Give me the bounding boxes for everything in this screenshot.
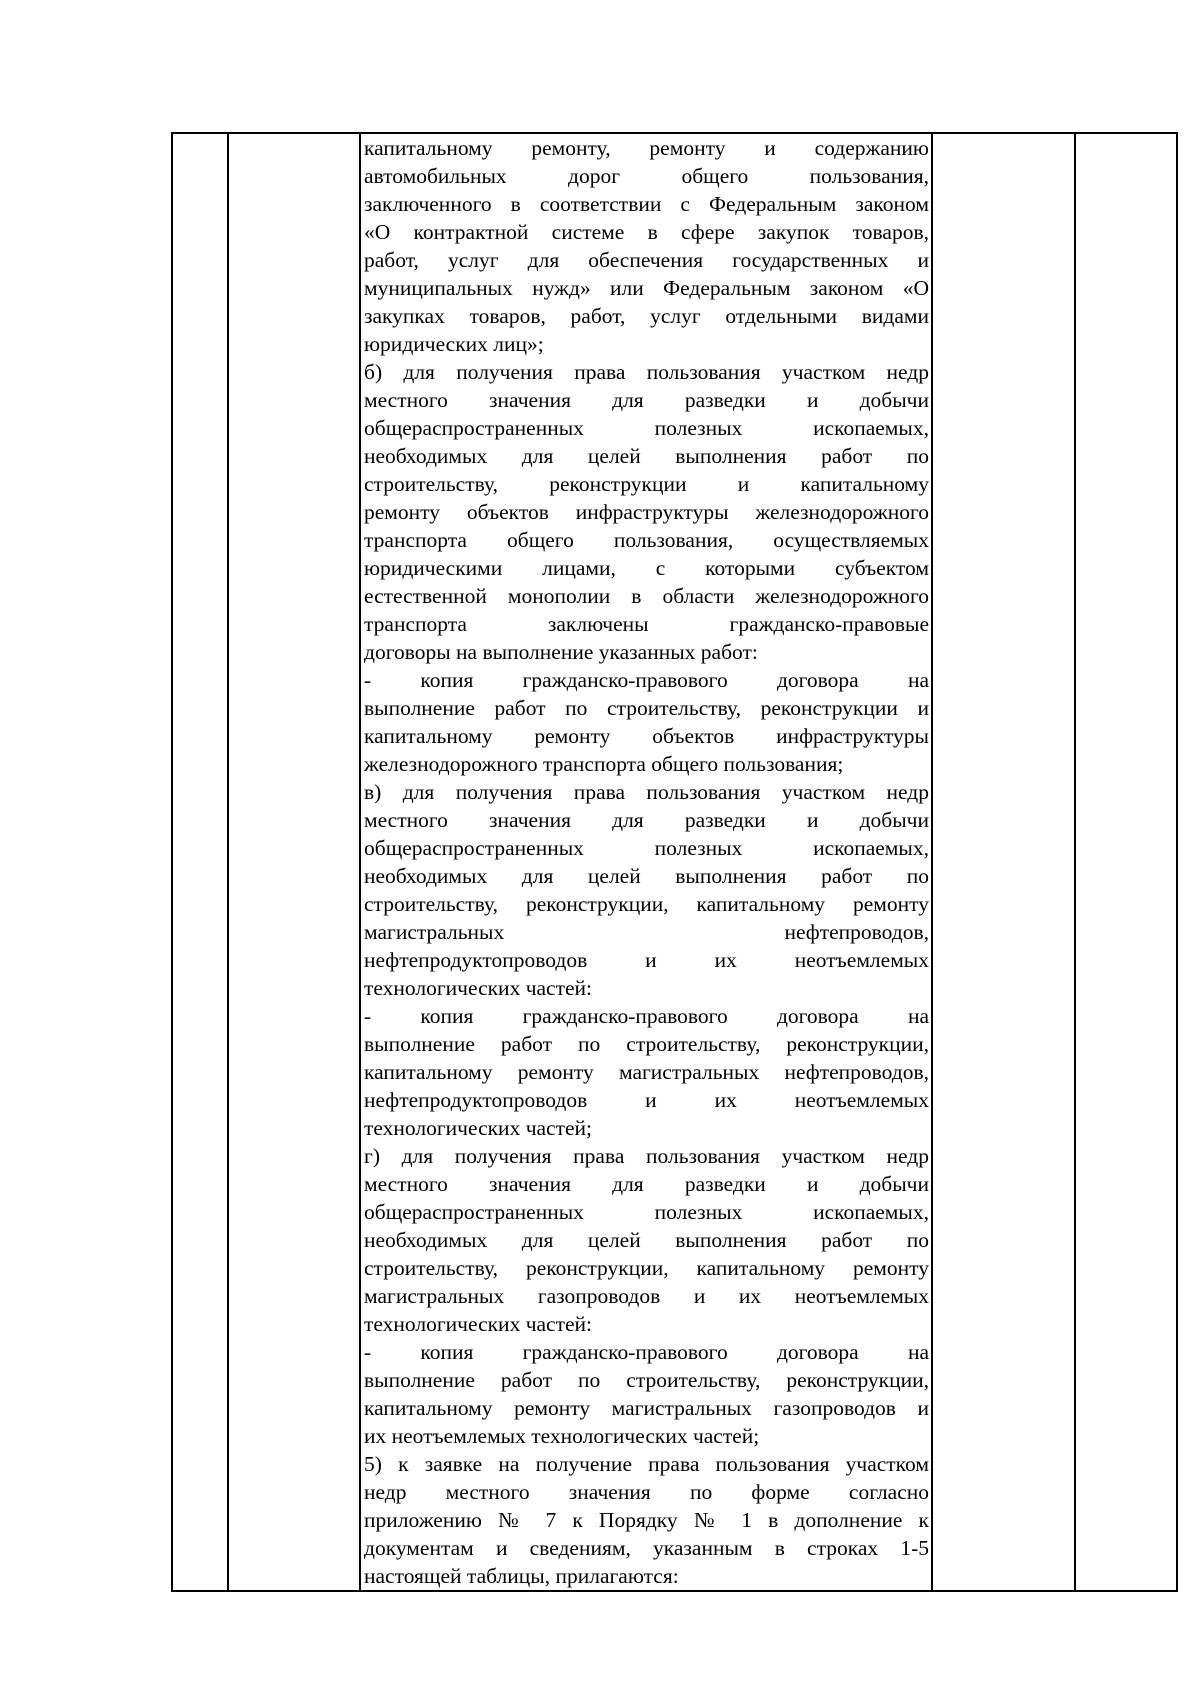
text-line: общераспространенных полезных ископаемых, — [364, 836, 929, 860]
text-line: капитальному ремонту, ремонту и содержанию — [364, 136, 929, 160]
text-line: строительству, реконструкции, капитальному ремонту — [364, 892, 929, 916]
text-line: б) для получения права пользования участком недр — [364, 360, 929, 384]
text-line: технологических частей: — [364, 976, 593, 1000]
text-line: недр местного значения по форме согласно — [364, 1480, 929, 1504]
text-line: капитальному ремонту магистральных газопроводов и — [364, 1396, 929, 1420]
text-line: настоящей таблицы, прилагаются: — [364, 1564, 679, 1588]
text-line: нефтепродуктопроводов и их неотъемлемых — [364, 948, 929, 972]
cell-column-5 — [1075, 133, 1177, 1591]
text-line: местного значения для разведки и добычи — [364, 808, 929, 832]
cell-name — [228, 133, 360, 1591]
text-line: железнодорожного транспорта общего пользования; — [364, 752, 844, 776]
text-line: закупках товаров, работ, услуг отдельными видами — [364, 304, 929, 328]
text-line: заключенного в соответствии с Федеральным законом — [364, 192, 929, 216]
text-line: выполнение работ по строительству, реконструкции, — [364, 1368, 929, 1392]
text-line: нефтепродуктопроводов и их неотъемлемых — [364, 1088, 929, 1112]
text-line: магистральных нефтепроводов, — [364, 920, 929, 944]
text-line: работ, услуг для обеспечения государственных и — [364, 248, 929, 272]
text-line: юридических лиц»; — [364, 332, 544, 356]
text-line: технологических частей; — [364, 1116, 593, 1140]
text-line: естественной монополии в области железнодорожного — [364, 584, 929, 608]
text-line: ремонту объектов инфраструктуры железнодорожного — [364, 500, 929, 524]
text-line: магистральных газопроводов и их неотъемлемых — [364, 1284, 929, 1308]
text-line: транспорта заключены гражданско-правовые — [364, 612, 929, 636]
text-line: - копия гражданско-правового договора на — [364, 1004, 929, 1028]
text-line: в) для получения права пользования участком недр — [364, 780, 929, 804]
text-line: «О контрактной системе в сфере закупок товаров, — [364, 220, 929, 244]
text-line: технологических частей: — [364, 1312, 593, 1336]
text-line: капитальному ремонту магистральных нефтепроводов, — [364, 1060, 929, 1084]
text-line: договоры на выполнение указанных работ: — [364, 640, 758, 664]
requirements-text-lines — [364, 134, 929, 1590]
document-table — [171, 132, 1178, 1592]
text-line: - копия гражданско-правового договора на — [364, 668, 929, 692]
cell-number — [172, 133, 228, 1591]
text-line: выполнение работ по строительству, реконструкции и — [364, 696, 929, 720]
text-line: юридическими лицами, с которыми субъектом — [364, 556, 929, 580]
text-line: - копия гражданско-правового договора на — [364, 1340, 929, 1364]
text-line: строительству, реконструкции, капитальному ремонту — [364, 1256, 929, 1280]
text-line: общераспространенных полезных ископаемых, — [364, 1200, 929, 1224]
text-line: г) для получения права пользования участком недр — [364, 1144, 929, 1168]
cell-requirements-text — [360, 133, 932, 1591]
cell-column-4 — [932, 133, 1075, 1591]
text-line: транспорта общего пользования, осуществляемых — [364, 528, 929, 552]
text-line: муниципальных нужд» или Федеральным законом «О — [364, 276, 929, 300]
text-line: выполнение работ по строительству, реконструкции, — [364, 1032, 929, 1056]
text-line: капитальному ремонту объектов инфраструктуры — [364, 724, 929, 748]
text-line: местного значения для разведки и добычи — [364, 388, 929, 412]
text-line: необходимых для целей выполнения работ по — [364, 864, 929, 888]
text-line: необходимых для целей выполнения работ по — [364, 1228, 929, 1252]
text-line: общераспространенных полезных ископаемых, — [364, 416, 929, 440]
text-line: необходимых для целей выполнения работ по — [364, 444, 929, 468]
text-line: документам и сведениям, указанным в строках 1-5 — [364, 1536, 929, 1560]
text-line: строительству, реконструкции и капитальному — [364, 472, 929, 496]
table-row — [172, 133, 1177, 1591]
text-line: их неотъемлемых технологических частей; — [364, 1424, 760, 1448]
text-line: 5) к заявке на получение права пользования участком — [364, 1452, 929, 1476]
text-line: автомобильных дорог общего пользования, — [364, 164, 929, 188]
text-line: приложению № 7 к Порядку № 1 в дополнение к — [364, 1508, 929, 1532]
text-line: местного значения для разведки и добычи — [364, 1172, 929, 1196]
